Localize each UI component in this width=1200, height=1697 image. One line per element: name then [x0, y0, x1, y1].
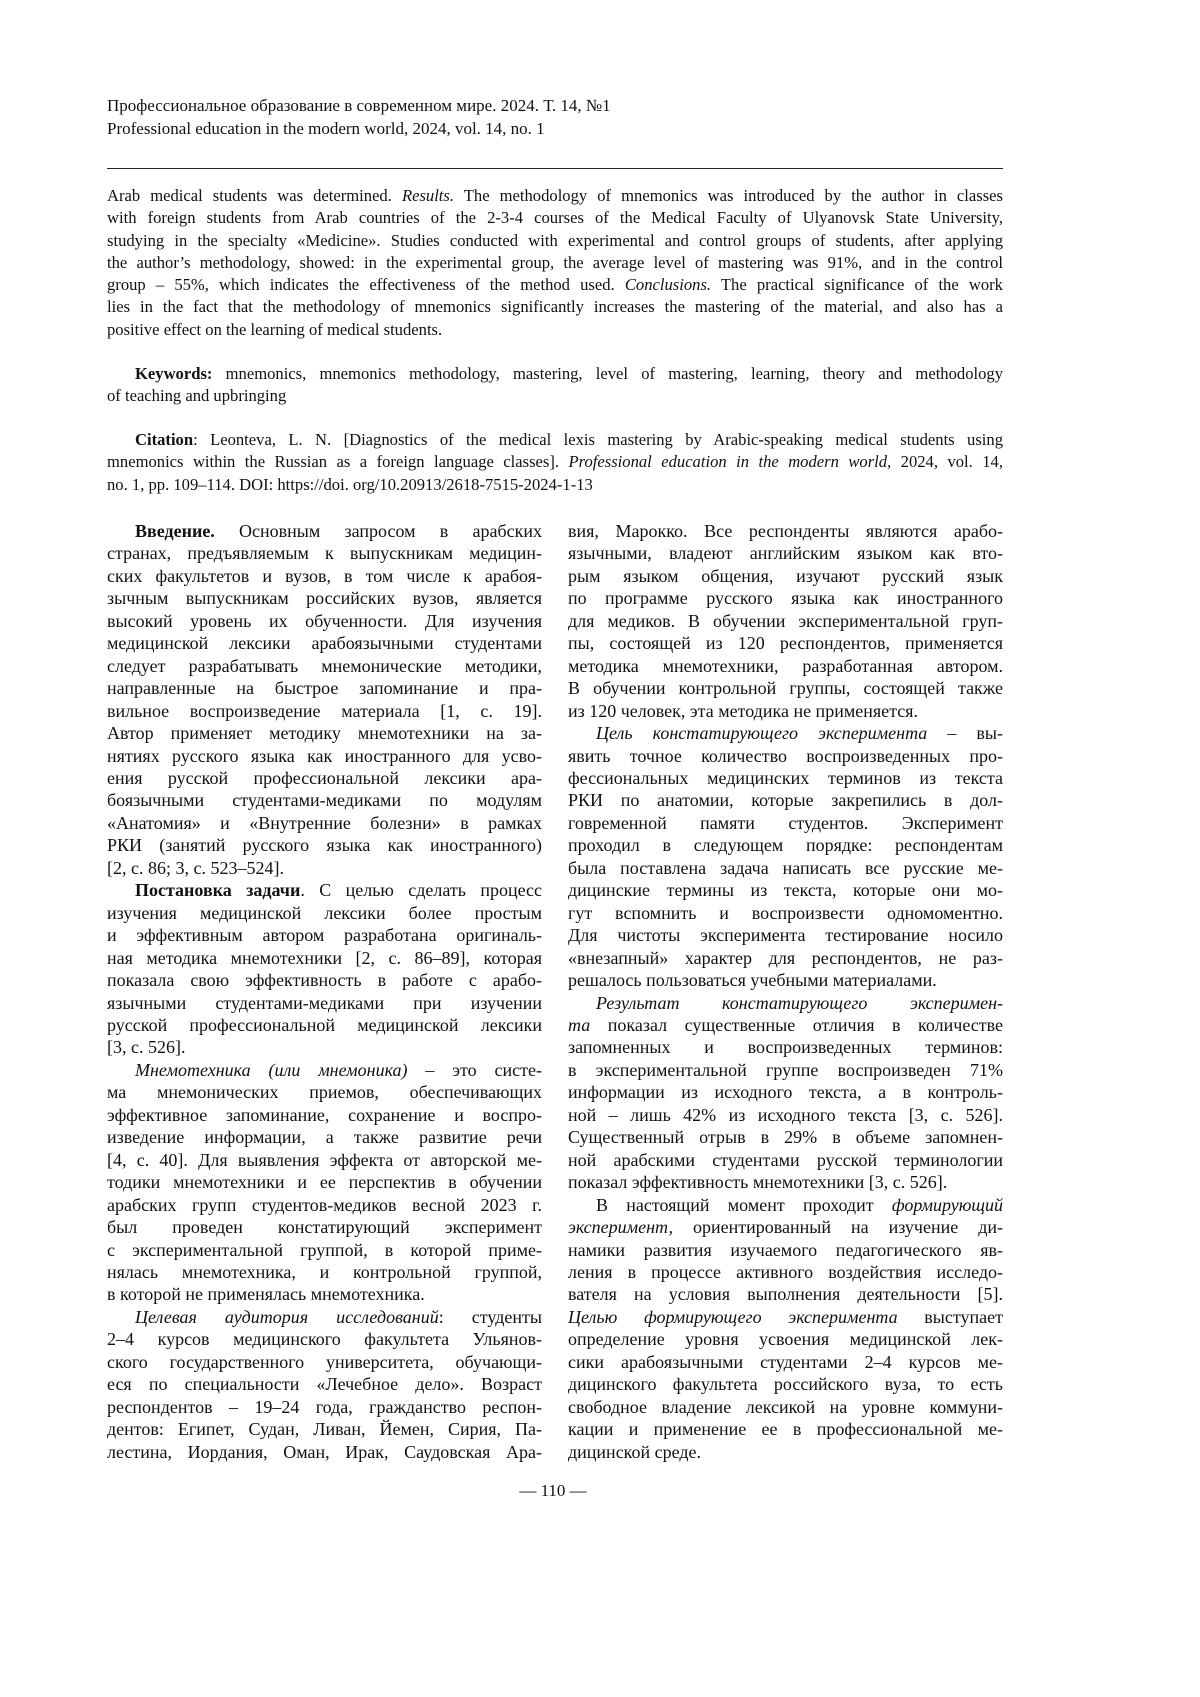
text-line: Автор применяет методику мнемотехники на за- [107, 722, 542, 744]
text-line: информации из исходного текста, а в контроль- [568, 1081, 1003, 1103]
text-line: арабских групп студентов-медиков весной 2023 г. [107, 1194, 542, 1216]
text-line: русской профессиональной медицинской лексики [107, 1014, 542, 1036]
text-line: 2–4 курсов медицинского факультета Ульянов- [107, 1328, 542, 1350]
text-run: The practical significance of the work [711, 275, 1003, 294]
paragraph [107, 363, 1003, 408]
text-line: странах, предъявляемым к выпускникам медицин- [107, 542, 542, 564]
keywords [107, 363, 1003, 408]
text-line: определение уровня усвоения медицинской лек- [568, 1328, 1003, 1350]
text-line: лестина, Иордания, Оман, Ирак, Саудовская Ара- [107, 1441, 542, 1463]
text-line: говременной памяти студентов. Эксперимент [568, 812, 1003, 834]
text-line: [3, с. 526]. [107, 1036, 542, 1058]
text-line: запомненных и воспроизведенных терминов: [568, 1036, 1003, 1058]
paragraph [107, 185, 1003, 341]
text-line: В обучении контрольной группы, состоящей также [568, 677, 1003, 699]
text-line: следует разрабатывать мнемонические методики, [107, 655, 542, 677]
text-line: рым языком общения, изучают русский язык [568, 565, 1003, 587]
text-line: дицинского факультета российского вуза, то есть [568, 1373, 1003, 1395]
bold-heading: Введение. [135, 521, 215, 541]
paragraph [107, 520, 542, 879]
text-run: mnemonics, mnemonics methodology, mastering, level of mastering, learning, theory and methodology [212, 364, 1003, 383]
italic-term: Мнемотехника (или мнемоника) [135, 1060, 408, 1080]
text-line: высокий уровень их обученности. Для изучения [107, 610, 542, 632]
italic-term: эксперимент, [568, 1217, 673, 1237]
text-run: Основным запросом в арабских [215, 521, 542, 541]
paragraph [107, 1306, 542, 1463]
italic-term: Целью формирующего эксперимента [568, 1307, 898, 1327]
text-line: дицинской среде. [568, 1441, 1003, 1463]
text-run: В настоящий момент проходит [596, 1195, 892, 1215]
italic-term: Professional education in the modern world, [569, 452, 892, 471]
text-run: : Leonteva, L. N. [Diagnostics of the medical lexis mastering by Arabic-speaking medical students using [193, 430, 1003, 449]
text-line [107, 451, 1003, 473]
abstract-results-conclusions [107, 185, 1003, 341]
text-line: [2, с. 86; 3, с. 523–524]. [107, 857, 542, 879]
text-run: выступает [898, 1307, 1003, 1327]
text-line [568, 722, 1003, 744]
text-line: тодики мнемотехники и ее перспектив в обучении [107, 1171, 542, 1193]
text-line: ских факультетов и вузов, в том числе к арабоя- [107, 565, 542, 587]
italic-term: та [568, 1015, 590, 1035]
text-line: positive effect on the learning of medical students. [107, 319, 1003, 341]
text-line: для медиков. В обучении экспериментальной груп- [568, 610, 1003, 632]
text-line: сики арабоязычными студентами 2–4 курсов ме- [568, 1351, 1003, 1373]
citation [107, 429, 1003, 496]
text-line: no. 1, pp. 109–114. DOI: https://doi. org/10.20913/2618-7515-2024-1-13 [107, 474, 1003, 496]
text-line: изведение информации, а также развитие речи [107, 1126, 542, 1148]
text-run: – это систе- [408, 1060, 542, 1080]
text-line: вателя на условия выполнения деятельности [5]. [568, 1283, 1003, 1305]
text-run: – вы- [927, 723, 1003, 743]
body-column-left [107, 520, 542, 1463]
bold-heading: Постановка задачи [135, 880, 300, 900]
text-line: РКИ по анатомии, которые закрепились в дол- [568, 789, 1003, 811]
text-run: показал существенные отличия в количестве [590, 1015, 1003, 1035]
text-line: направленные на быстрое запоминание и пра- [107, 677, 542, 699]
text-line: фессиональных медицинских терминов из текста [568, 767, 1003, 789]
text-line [107, 429, 1003, 451]
italic-term: Conclusions. [625, 275, 711, 294]
paragraph [568, 992, 1003, 1194]
journal-title-en: Professional education in the modern world, 2024, vol. 14, no. 1 [107, 117, 611, 140]
text-line: вильное воспроизведение материала [1, с. 19]. [107, 700, 542, 722]
journal-title-ru: Профессиональное образование в современном мире. 2024. Т. 14, №1 [107, 94, 611, 117]
text-line [107, 1306, 542, 1328]
text-line: изучения медицинской лексики более простым [107, 902, 542, 924]
text-line [107, 363, 1003, 385]
text-line [107, 520, 542, 542]
text-run: : студенты [439, 1307, 542, 1327]
text-line: нятиях русского языка как иностранного для усво- [107, 745, 542, 767]
text-line [107, 1059, 542, 1081]
text-run: group – 55%, which indicates the effectiveness of the method used. [107, 275, 625, 294]
paragraph [107, 1059, 542, 1306]
text-line [107, 185, 1003, 207]
text-line: решалось пользоваться учебными материалами. [568, 969, 1003, 991]
text-line: медицинской лексики арабоязычными студентами [107, 632, 542, 654]
text-line: в экспериментальной группе воспроизведен 71% [568, 1059, 1003, 1081]
text-line: Существенный отрыв в 29% в объеме запомнен- [568, 1126, 1003, 1148]
body-column-right [568, 520, 1003, 1463]
text-line: lies in the fact that the methodology of mnemonics significantly increases the mastering of the material, and also has a [107, 296, 1003, 318]
text-line [107, 879, 542, 901]
bold-heading: Keywords: [135, 364, 212, 383]
text-line: эффективное запоминание, сохранение и воспро- [107, 1104, 542, 1126]
text-line [568, 1014, 1003, 1036]
text-line: with foreign students from Arab countries of the 2-3-4 courses of the Medical Faculty of Ulyanovsk State University, [107, 207, 1003, 229]
text-line [107, 274, 1003, 296]
text-line: дицинские термины из текста, которые они мо- [568, 879, 1003, 901]
text-run: 2024, vol. 14, [891, 452, 1003, 471]
text-line: явить точное количество воспроизведенных про- [568, 745, 1003, 767]
text-line: респондентов – 19–24 года, гражданство респон- [107, 1396, 542, 1418]
text-line: ления в процессе активного воздействия исследо- [568, 1261, 1003, 1283]
text-line: с экспериментальной группой, в которой приме- [107, 1239, 542, 1261]
text-line: проходил в следующем порядке: респондентам [568, 834, 1003, 856]
text-line: был проведен констатирующий эксперимент [107, 1216, 542, 1238]
text-line: показала свою эффективность в работе с арабо- [107, 969, 542, 991]
paragraph [568, 722, 1003, 991]
running-head [107, 94, 611, 140]
text-line: зычным выпускникам российских вузов, является [107, 587, 542, 609]
text-line: нялась мнемотехника, и контрольной группой, [107, 1261, 542, 1283]
text-line: еся по специальности «Лечебное дело». Возраст [107, 1373, 542, 1395]
text-line: по программе русского языка как иностранного [568, 587, 1003, 609]
bold-heading: Citation [135, 430, 193, 449]
text-line: ского государственного университета, обучающи- [107, 1351, 542, 1373]
text-line: пы, состоящей из 120 респондентов, применяется [568, 632, 1003, 654]
text-line: язычными студентами-медиками при изучении [107, 992, 542, 1014]
text-line: намики развития изучаемого педагогического яв- [568, 1239, 1003, 1261]
text-line: кации и применение ее в профессиональной ме- [568, 1418, 1003, 1440]
text-line [568, 1194, 1003, 1216]
text-line: свободное владение лексикой на уровне коммуни- [568, 1396, 1003, 1418]
text-line: of teaching and upbringing [107, 385, 1003, 407]
italic-term: формирующий [892, 1195, 1003, 1215]
text-line: «внезапный» характер для респондентов, не раз- [568, 947, 1003, 969]
italic-term: Результат констатирующего эксперимен- [596, 993, 1003, 1013]
text-line: боязычными студентами-медиками по модулям [107, 789, 542, 811]
paragraph [568, 520, 1003, 722]
paragraph [107, 429, 1003, 496]
text-run: The methodology of mnemonics was introduced by the author in classes [454, 186, 1003, 205]
italic-term: Results. [402, 186, 454, 205]
text-line: вия, Марокко. Все респонденты являются арабо- [568, 520, 1003, 542]
page-number: — 110 — [0, 1481, 1106, 1501]
text-line: язычными, владеют английским языком как вто- [568, 542, 1003, 564]
text-line: методика мнемотехники, разработанная автором. [568, 655, 1003, 677]
text-line: the author’s methodology, showed: in the experimental group, the average level of mastering was 91%, and in the control [107, 252, 1003, 274]
text-line: ма мнемонических приемов, обеспечивающих [107, 1081, 542, 1103]
text-line: studying in the specialty «Medicine». Studies conducted with experimental and control groups of students, after applying [107, 230, 1003, 252]
text-run: ориентированный на изучение ди- [673, 1217, 1003, 1237]
text-line: из 120 человек, эта методика не применяется. [568, 700, 1003, 722]
text-line: [4, с. 40]. Для выявления эффекта от авторской ме- [107, 1149, 542, 1171]
text-run: Arab medical students was determined. [107, 186, 402, 205]
italic-term: Целевая аудитория исследований [135, 1307, 439, 1327]
text-line: в которой не применялась мнемотехника. [107, 1283, 542, 1305]
text-line: ной – лишь 42% из исходного текста [3, с. 526]. [568, 1104, 1003, 1126]
text-line [568, 992, 1003, 1014]
header-rule [107, 168, 1003, 169]
paragraph [568, 1194, 1003, 1463]
text-run: mnemonics within the Russian as a foreign language classes]. [107, 452, 569, 471]
text-line: РКИ (занятий русского языка как иностранного) [107, 834, 542, 856]
text-line: ения русской профессиональной лексики ара- [107, 767, 542, 789]
text-line: «Анатомия» и «Внутренние болезни» в рамках [107, 812, 542, 834]
text-line [568, 1306, 1003, 1328]
text-line [568, 1216, 1003, 1238]
text-line: ная методика мнемотехники [2, с. 86–89], которая [107, 947, 542, 969]
text-line: и эффективным автором разработана оригиналь- [107, 924, 542, 946]
italic-term: Цель констатирующего эксперимента [596, 723, 927, 743]
text-line: показал эффективность мнемотехники [3, с. 526]. [568, 1171, 1003, 1193]
text-line: была поставлена задача написать все русские ме- [568, 857, 1003, 879]
text-line: гут вспомнить и воспроизвести одномоментно. [568, 902, 1003, 924]
text-run: . С целью сделать процесс [300, 880, 542, 900]
paragraph [107, 879, 542, 1059]
text-line: ной арабскими студентами русской терминологии [568, 1149, 1003, 1171]
text-line: Для чистоты эксперимента тестирование носило [568, 924, 1003, 946]
text-line: дентов: Египет, Судан, Ливан, Йемен, Сирия, Па- [107, 1418, 542, 1440]
